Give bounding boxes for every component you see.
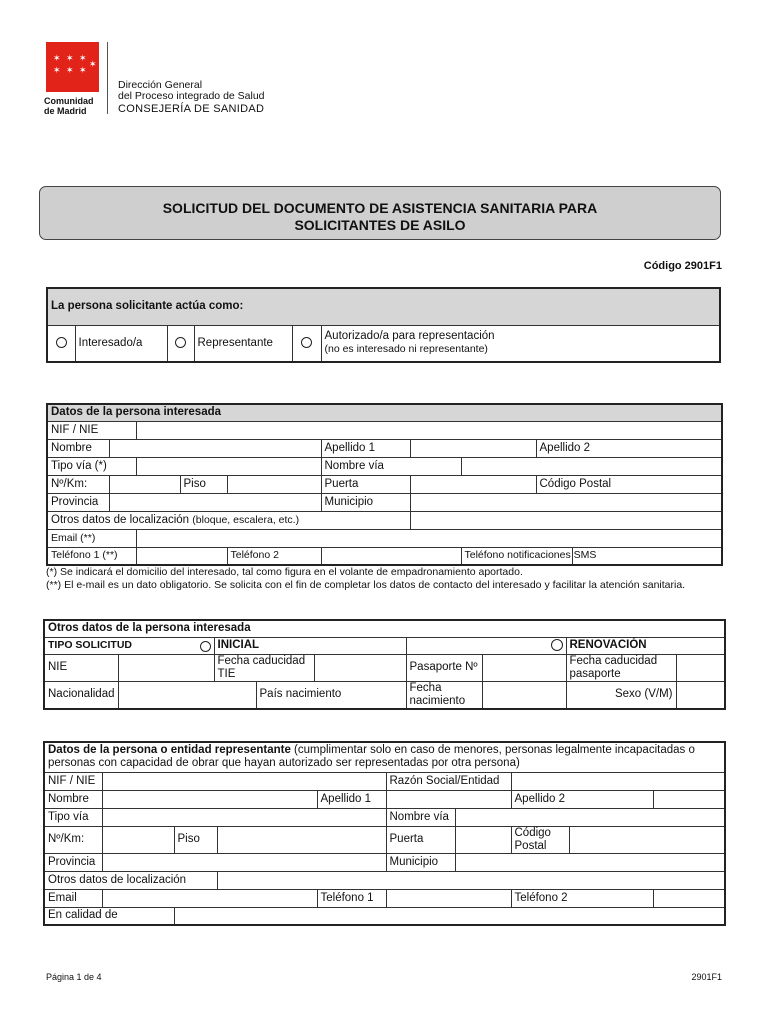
tipo-solicitud-label: TIPO SOLICITUD: [44, 637, 214, 654]
nombre-label: Nombre: [47, 439, 109, 457]
rep-apellido2-input[interactable]: [653, 790, 725, 808]
rep-razon-social-input[interactable]: [511, 772, 725, 790]
nie-input[interactable]: [118, 654, 214, 681]
interesada-table: [46, 403, 723, 566]
nacionalidad-input[interactable]: [118, 681, 256, 709]
renovacion-label: RENOVACIÓN: [566, 637, 725, 654]
rep-piso-input[interactable]: [217, 826, 386, 853]
rep-puerta-label: Puerta: [386, 826, 455, 853]
telefono1-input[interactable]: [136, 547, 227, 565]
rep-nif-label: NIF / NIE: [44, 772, 102, 790]
rep-nombre-via-label: Nombre vía: [386, 808, 455, 826]
nombre-via-input[interactable]: [461, 457, 722, 475]
rep-apellido1-label: Apellido 1: [317, 790, 386, 808]
rep-municipio-input[interactable]: [455, 853, 725, 871]
interesado-radio[interactable]: [56, 337, 67, 348]
rep-nif-input[interactable]: [102, 772, 386, 790]
piso-input[interactable]: [227, 475, 321, 493]
puerta-label: Puerta: [321, 475, 410, 493]
autorizado-label: Autorizado/a para representación (no es interesado ni representante): [321, 325, 720, 362]
rep-otros-datos-label: Otros datos de localización: [44, 871, 217, 889]
inicial-label: INICIAL: [214, 637, 406, 654]
telefono2-input[interactable]: [321, 547, 461, 565]
fecha-tie-input[interactable]: [314, 654, 406, 681]
rep-apellido2-label: Apellido 2: [511, 790, 653, 808]
fecha-pasaporte-input[interactable]: [676, 654, 725, 681]
rep-telefono1-input[interactable]: [386, 889, 511, 907]
numkm-label: Nº/Km:: [47, 475, 109, 493]
nombre-via-label: Nombre vía: [321, 457, 461, 475]
email-input[interactable]: [136, 529, 722, 547]
star-icon: ✶: [79, 53, 87, 63]
telefono-sms-label: Teléfono notificaciones SMS: [461, 547, 572, 565]
sexo-label: Sexo (V/M): [566, 681, 676, 709]
telefono2-label: Teléfono 2: [227, 547, 321, 565]
representante-label: Representante: [194, 325, 292, 362]
star-icon: ✶: [66, 53, 74, 63]
rep-razon-social-label: Razón Social/Entidad: [386, 772, 511, 790]
note-domicilio: (*) Se indicará el domicilio del interesado, tal como figura en el volante de empadronamiento aportado.: [46, 566, 523, 578]
consejeria-name: CONSEJERÍA DE SANIDAD: [118, 103, 265, 115]
municipio-label: Municipio: [321, 493, 410, 511]
form-title-box: [39, 186, 721, 240]
rep-nombre-via-input[interactable]: [455, 808, 725, 826]
comunidad-madrid-logo: [46, 42, 99, 92]
autorizado-radio[interactable]: [301, 337, 312, 348]
otros-datos-table: [43, 619, 726, 710]
interesada-heading: Datos de la persona interesada: [47, 404, 722, 421]
acts-as-table: [46, 287, 721, 363]
email-label: Email (**): [47, 529, 136, 547]
municipio-input[interactable]: [410, 493, 722, 511]
rep-numkm-label: Nº/Km:: [44, 826, 102, 853]
provincia-input[interactable]: [109, 493, 321, 511]
nif-label: NIF / NIE: [47, 421, 136, 439]
note-email: (**) El e-mail es un dato obligatorio. Se solicita con el fin de completar los datos de contacto del interesado y facilitar la atención sanitaria.: [46, 579, 686, 591]
star-icon: ✶: [66, 65, 74, 75]
telefono1-label: Teléfono 1 (**): [47, 547, 136, 565]
pais-nacimiento-label: País nacimiento: [256, 681, 406, 709]
rep-en-calidad-input[interactable]: [174, 907, 725, 925]
puerta-input[interactable]: [410, 475, 536, 493]
rep-nombre-label: Nombre: [44, 790, 102, 808]
star-icon: ✶: [53, 53, 61, 63]
representante-heading: Datos de la persona o entidad representante (cumplimentar solo en caso de menores, personas legalmente incapacitadas o personas con capacidad de obrar que hayan autorizado ser representadas por otra persona): [44, 742, 725, 772]
apellido1-label: Apellido 1: [321, 439, 410, 457]
tipo-via-input[interactable]: [136, 457, 321, 475]
nif-input[interactable]: [136, 421, 722, 439]
apellido1-input[interactable]: [410, 439, 536, 457]
fecha-nacimiento-label: Fecha nacimiento: [406, 681, 482, 709]
rep-apellido1-input[interactable]: [386, 790, 511, 808]
logo-divider: [107, 42, 108, 114]
pasaporte-input[interactable]: [482, 654, 566, 681]
rep-municipio-label: Municipio: [386, 853, 455, 871]
acts-as-heading: La persona solicitante actúa como:: [47, 288, 720, 325]
rep-provincia-input[interactable]: [102, 853, 386, 871]
rep-otros-datos-input[interactable]: [217, 871, 725, 889]
footer-code: 2901F1: [691, 972, 722, 982]
provincia-label: Provincia: [47, 493, 109, 511]
rep-en-calidad-label: En calidad de: [44, 907, 174, 925]
rep-telefono1-label: Teléfono 1: [317, 889, 386, 907]
rep-piso-label: Piso: [174, 826, 217, 853]
nombre-input[interactable]: [109, 439, 321, 457]
inicial-radio[interactable]: [200, 641, 211, 652]
renovacion-radio[interactable]: [551, 639, 563, 651]
star-icon: ✶: [79, 65, 87, 75]
rep-nombre-input[interactable]: [102, 790, 317, 808]
department-name: Dirección General del Proceso integrado de Salud: [118, 79, 265, 102]
rep-telefono2-label: Teléfono 2: [511, 889, 653, 907]
fecha-tie-label: Fecha caducidad TIE: [214, 654, 314, 681]
rep-puerta-input[interactable]: [455, 826, 511, 853]
star-icon: ✶: [89, 59, 97, 69]
otros-datos-input[interactable]: [410, 511, 722, 529]
fecha-nacimiento-input[interactable]: [482, 681, 566, 709]
rep-email-label: Email: [44, 889, 102, 907]
rep-tipo-via-input[interactable]: [102, 808, 386, 826]
rep-provincia-label: Provincia: [44, 853, 102, 871]
rep-tipo-via-label: Tipo vía: [44, 808, 102, 826]
rep-telefono2-input[interactable]: [653, 889, 725, 907]
star-icon: ✶: [53, 65, 61, 75]
otros-heading: Otros datos de la persona interesada: [44, 620, 725, 637]
apellido2-field[interactable]: Apellido 2: [536, 439, 722, 457]
codigo-postal-field[interactable]: Código Postal: [536, 475, 722, 493]
piso-label: Piso: [180, 475, 227, 493]
rep-codigo-postal-input[interactable]: [569, 826, 725, 853]
representante-table: [43, 741, 726, 926]
nacionalidad-label: Nacionalidad: [44, 681, 118, 709]
sexo-input[interactable]: [676, 681, 725, 709]
page-title: SOLICITUD DEL DOCUMENTO DE ASISTENCIA SANITARIA PARA SOLICITANTES DE ASILO: [162, 200, 598, 233]
fecha-pasaporte-label: Fecha caducidad pasaporte: [566, 654, 676, 681]
logo-text: Comunidad de Madrid: [44, 96, 94, 116]
nie-label: NIE: [44, 654, 118, 681]
form-code: Código 2901F1: [643, 260, 722, 272]
rep-numkm-input[interactable]: [102, 826, 174, 853]
numkm-input[interactable]: [109, 475, 180, 493]
interesado-label: Interesado/a: [75, 325, 167, 362]
rep-codigo-postal-label: Código Postal: [511, 826, 569, 853]
rep-email-input[interactable]: [102, 889, 317, 907]
representante-radio[interactable]: [175, 337, 186, 348]
page-number: Página 1 de 4: [46, 972, 102, 982]
pasaporte-label: Pasaporte Nº: [406, 654, 482, 681]
otros-datos-label: Otros datos de localización (bloque, escalera, etc.): [47, 511, 410, 529]
tipo-via-label: Tipo vía (*): [47, 457, 136, 475]
